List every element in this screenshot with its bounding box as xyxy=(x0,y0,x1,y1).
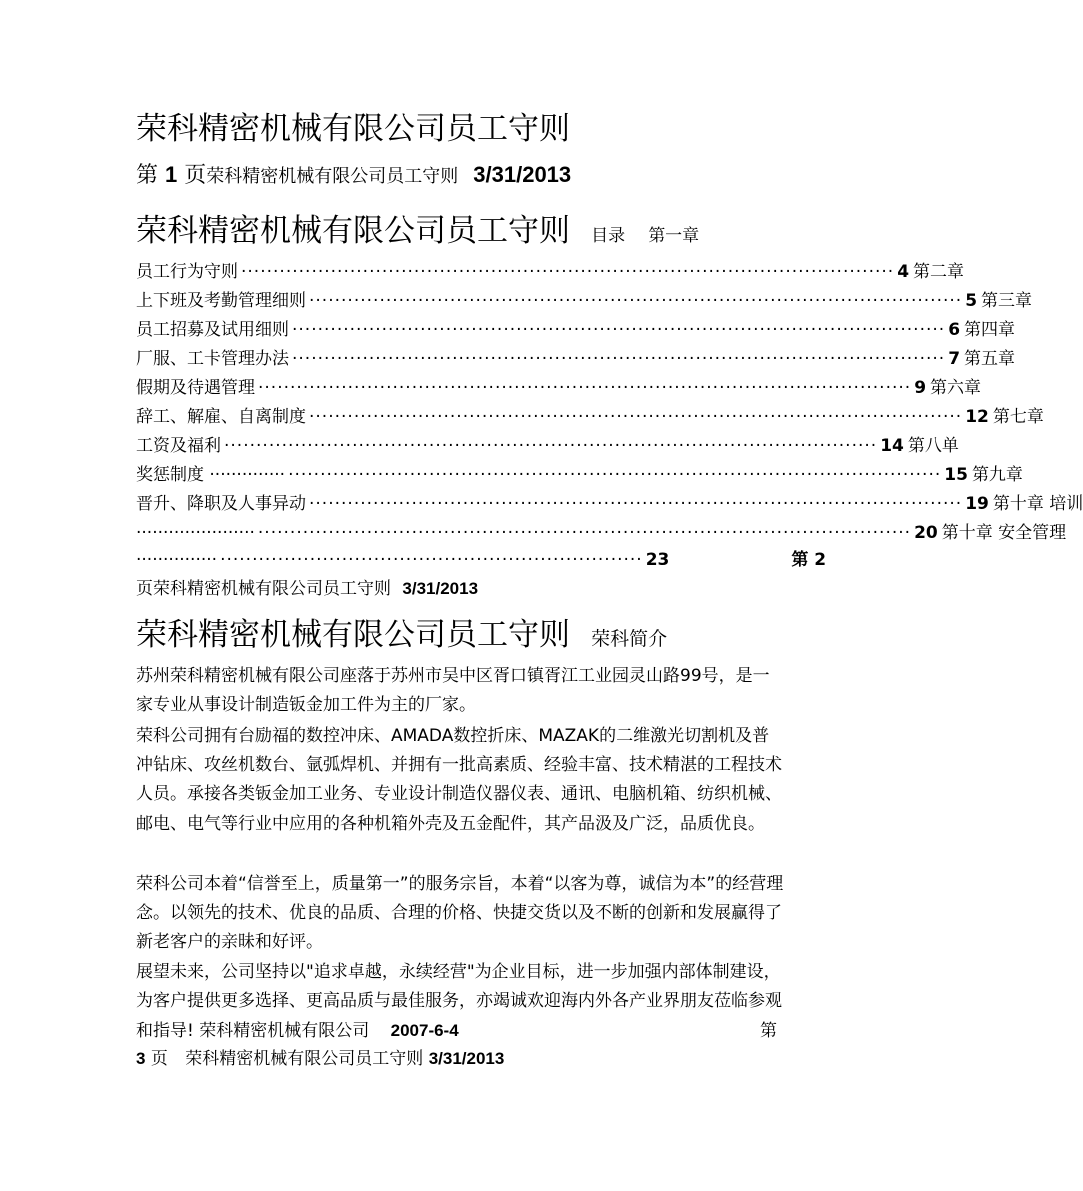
toc-page-number: 15 xyxy=(944,465,968,485)
toc-entry-label: 厂服、工卡管理办法 xyxy=(136,349,289,369)
toc-entry-label: 员工招募及试用细则 xyxy=(136,320,289,340)
toc-row xyxy=(136,403,1044,431)
toc-next-label: 第十章 培训 xyxy=(992,494,1083,514)
toc-entry-label: 辞工、解雇、自离制度 xyxy=(136,407,306,427)
toc-next-label: 第 2 xyxy=(791,550,827,570)
toc-first-chapter: 第一章 xyxy=(648,226,700,246)
toc-heading xyxy=(136,212,699,250)
toc-dots-a: ··············· xyxy=(136,550,218,570)
intro-paragraph-4-text: 展望未来，公司坚持以"追求卓越，永续经营"为企业目标，进一步加强内部体制建设，为客户提供更多选择、更高品质与最佳服务，亦竭诚欢迎海内外各产业界朋友莅临参观和指导! 荣科精密机械有限公司 xyxy=(136,962,782,1042)
toc-next-label: 第三章 xyxy=(981,291,1033,311)
toc-entry-label: 上下班及考勤管理细则 xyxy=(136,291,306,311)
toc-row xyxy=(136,287,1033,315)
intro-paragraph-2: 荣科公司拥有台励福的数控冲床、AMADA数控折床、MAZAK的二维激光切割机及普冲钻床、攻丝机数台、氩弧焊机、并拥有一批高素质、经验丰富、技术精湛的工程技术人员。承接各类钣金加工业务、专业设计制造仪器仪表、通讯、电脑机箱、纺织机械、邮电、电气等行业中应用的各种机箱外壳及五金配件，其产品汲及广泛，品质优良。 xyxy=(136,726,782,834)
page-header-date: 3/31/2013 xyxy=(428,1049,505,1068)
page-header-title: 荣科精密机械有限公司员工守则 xyxy=(153,579,391,599)
page-header-title: 荣科精密机械有限公司员工守则 xyxy=(185,1049,424,1069)
page-prefix: 页 xyxy=(136,579,153,599)
signoff-date: 2007-6-4 xyxy=(390,1021,459,1041)
toc-leader-dots: ······································································································ xyxy=(292,349,946,369)
toc-leader-dots: ······································································································ xyxy=(292,320,946,340)
page-number: 1 xyxy=(165,162,178,187)
toc-row xyxy=(136,490,1083,518)
toc-entry-label: 假期及待遇管理 xyxy=(136,378,255,398)
toc-label: 目录 xyxy=(591,226,626,246)
page-2-header xyxy=(136,576,478,602)
toc-dots-b: ·································································· xyxy=(220,550,643,570)
toc-leader-dots: ······································································································ xyxy=(241,262,895,282)
toc-leader-dots: ······································································································ xyxy=(224,436,878,456)
page-header-date: 3/31/2013 xyxy=(473,162,572,187)
toc-leader-dots: ······································································································ xyxy=(258,378,912,398)
page-prefix: 第 xyxy=(136,163,159,188)
toc-page-number: 4 xyxy=(897,262,910,282)
toc-entry-label: 工资及福利 xyxy=(136,436,221,456)
page-header-date: 3/31/2013 xyxy=(402,579,479,598)
toc-leader-dots: ······································································································ xyxy=(309,291,963,311)
toc-row xyxy=(136,461,1023,489)
intro-paragraph-3: 荣科公司本着“信誉至上，质量第一”的服务宗旨，本着“以客为尊，诚信为本”的经营理念。以领先的技术、优良的品质、合理的价格、快捷交货以及不断的创新和发展赢得了新老客户的亲昧和好评。 xyxy=(136,874,784,953)
toc-row xyxy=(136,345,1016,373)
page-header-title: 荣科精密机械有限公司员工守则 xyxy=(206,166,459,187)
toc-entry-label: 奖惩制度 ·············· xyxy=(136,465,286,485)
toc-page-number: 20 xyxy=(914,523,938,543)
toc-next-label: 第六章 xyxy=(930,378,982,398)
toc-page-number: 5 xyxy=(965,291,978,311)
toc-next-label: 第十章 安全管理 xyxy=(941,523,1067,543)
toc-page-number: 19 xyxy=(965,494,989,514)
document-title: 荣科精密机械有限公司员工守则 xyxy=(136,111,570,147)
toc-leader-dots: ······································································································ xyxy=(309,407,963,427)
toc-next-label: 第九章 xyxy=(971,465,1023,485)
toc-page-number: 12 xyxy=(965,407,989,427)
page-suffix: 页 xyxy=(184,163,207,188)
toc-next-label: 第七章 xyxy=(992,407,1044,427)
page-1-header xyxy=(136,160,571,192)
intro-label: 荣科简介 xyxy=(591,628,668,650)
toc-leader-dots: ······································································································ xyxy=(309,494,963,514)
toc-row xyxy=(136,432,959,460)
toc-page-number: 6 xyxy=(948,320,961,340)
toc-entry-label: 晋升、降职及人事异动 xyxy=(136,494,306,514)
page-prefix: 第 xyxy=(760,1021,777,1041)
toc-next-label: 第五章 xyxy=(964,349,1016,369)
toc-title: 荣科精密机械有限公司员工守则 xyxy=(136,213,570,249)
toc-entry-label: 员工行为守则 xyxy=(136,262,238,282)
intro-title: 荣科精密机械有限公司员工守则 xyxy=(136,617,570,653)
toc-page-number: 14 xyxy=(880,436,904,456)
toc-leader-dots: ······································································································ xyxy=(288,465,942,485)
toc-leader-dots: ······································································································ xyxy=(257,523,912,543)
intro-paragraph-1: 苏州荣科精密机械有限公司座落于苏州市吴中区胥口镇胥江工业园灵山路99号，是一家专业从事设计制造钣金加工件为主的厂家。 xyxy=(136,666,770,716)
toc-page-number: 7 xyxy=(948,349,961,369)
toc-row xyxy=(136,258,965,286)
toc-row-last xyxy=(136,546,827,574)
page-number: 3 xyxy=(136,1049,146,1068)
intro-paragraph-4 xyxy=(136,958,784,1047)
toc-row xyxy=(136,374,982,402)
page-suffix: 页 xyxy=(150,1049,168,1069)
toc-next-label: 第二章 xyxy=(913,262,965,282)
toc-row xyxy=(136,316,1016,344)
toc-page-number: 23 xyxy=(645,550,670,570)
toc-row xyxy=(136,519,1067,547)
toc-next-label: 第八单 xyxy=(907,436,959,456)
intro-heading xyxy=(136,616,667,654)
toc-entry-label: ······················ xyxy=(136,523,255,543)
toc-next-label: 第四章 xyxy=(964,320,1016,340)
toc-page-number: 9 xyxy=(914,378,927,398)
